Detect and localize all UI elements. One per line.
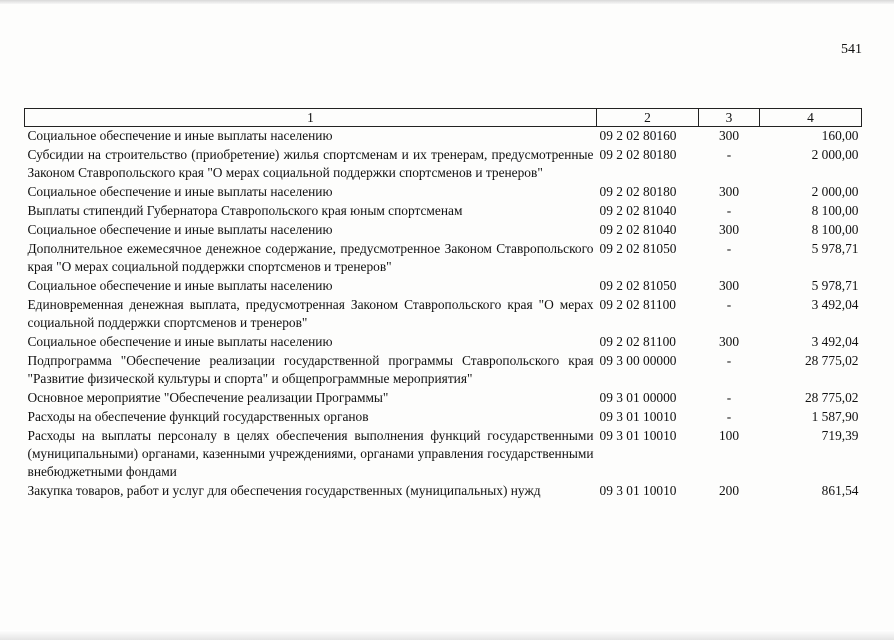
row-name: Дополнительное ежемесячное денежное содержание, предусмотренное Законом Ставропольского края "О мерах социальной поддержки спортсменов и тренеров" bbox=[27, 241, 594, 274]
row-name: Социальное обеспечение и иные выплаты населению bbox=[27, 334, 333, 349]
row-amount: 28 775,02 bbox=[804, 390, 859, 405]
row-name: Субсидии на строительство (приобретение) жилья спортсменам и их тренерам, предусмотренные Законом Ставропольского края "О мерах социальной поддержки спортсменов и тренеров" bbox=[27, 147, 594, 180]
column-header-2: 2 bbox=[597, 109, 699, 127]
row-amount: 2 000,00 bbox=[811, 184, 859, 199]
row-amount: 719,39 bbox=[821, 428, 859, 443]
row-type: - bbox=[726, 390, 732, 405]
row-code: 09 2 02 81100 bbox=[599, 297, 676, 312]
column-header-3: 3 bbox=[699, 109, 760, 127]
row-amount: 8 100,00 bbox=[811, 203, 859, 218]
row-name: Расходы на обеспечение функций государственных органов bbox=[27, 409, 369, 424]
table-row bbox=[25, 352, 862, 389]
row-code: 09 3 01 00000 bbox=[599, 390, 677, 405]
table-row bbox=[25, 296, 862, 333]
scan-edge-top bbox=[0, 0, 894, 4]
row-type: 300 bbox=[718, 128, 740, 143]
table-body bbox=[25, 127, 862, 502]
row-amount: 861,54 bbox=[821, 483, 859, 498]
row-code: 09 3 01 10010 bbox=[599, 428, 677, 443]
row-amount: 5 978,71 bbox=[811, 241, 859, 256]
row-type: 300 bbox=[718, 222, 740, 237]
header-row bbox=[25, 109, 862, 127]
row-type: - bbox=[726, 147, 732, 162]
scan-edge-bottom bbox=[0, 630, 894, 640]
row-amount: 1 587,90 bbox=[811, 409, 859, 424]
row-code: 09 2 02 80160 bbox=[599, 128, 677, 143]
table-row bbox=[25, 389, 862, 408]
table-row bbox=[25, 482, 862, 501]
table-header bbox=[25, 109, 862, 127]
row-name: Подпрограмма "Обеспечение реализации государственной программы Ставропольского края "Развитие физической культуры и спорта" и общепрограммные мероприятия" bbox=[27, 353, 594, 386]
row-code: 09 2 02 80180 bbox=[599, 184, 677, 199]
row-code: 09 3 01 10010 bbox=[599, 409, 677, 424]
row-code: 09 2 02 81050 bbox=[599, 241, 677, 256]
page-number: 541 bbox=[841, 42, 862, 57]
row-type: 100 bbox=[718, 428, 740, 443]
row-type: - bbox=[726, 409, 732, 424]
row-name: Социальное обеспечение и иные выплаты населению bbox=[27, 184, 333, 199]
row-type: 300 bbox=[718, 184, 740, 199]
budget-table bbox=[24, 108, 862, 501]
row-name: Расходы на выплаты персоналу в целях обеспечения выполнения функций государственными (муниципальными) органами, казенными учреждениями, органами управления государственными внебюджетными фондами bbox=[27, 428, 594, 479]
row-name: Социальное обеспечение и иные выплаты населению bbox=[27, 278, 333, 293]
row-amount: 2 000,00 bbox=[811, 147, 859, 162]
row-amount: 3 492,04 bbox=[811, 334, 859, 349]
column-header-1: 1 bbox=[25, 109, 597, 127]
table-row bbox=[25, 427, 862, 482]
table-row bbox=[25, 277, 862, 296]
row-type: 200 bbox=[718, 483, 740, 498]
table-row bbox=[25, 333, 862, 352]
table-row bbox=[25, 146, 862, 183]
row-code: 09 3 01 10010 bbox=[599, 483, 677, 498]
table-row bbox=[25, 240, 862, 277]
row-code: 09 2 02 81050 bbox=[599, 278, 677, 293]
row-amount: 5 978,71 bbox=[811, 278, 859, 293]
row-type: 300 bbox=[718, 278, 740, 293]
row-name: Выплаты стипендий Губернатора Ставропольского края юным спортсменам bbox=[27, 203, 463, 218]
row-type: - bbox=[726, 241, 732, 256]
row-name: Основное мероприятие "Обеспечение реализации Программы" bbox=[27, 390, 389, 405]
table-row bbox=[25, 127, 862, 147]
row-type: - bbox=[726, 297, 732, 312]
table-row bbox=[25, 221, 862, 240]
row-amount: 160,00 bbox=[821, 128, 859, 143]
row-type: 300 bbox=[718, 334, 740, 349]
column-header-4: 4 bbox=[760, 109, 862, 127]
table-row bbox=[25, 183, 862, 202]
row-name: Социальное обеспечение и иные выплаты населению bbox=[27, 222, 333, 237]
row-name: Закупка товаров, работ и услуг для обеспечения государственных (муниципальных) нужд bbox=[27, 483, 541, 498]
row-amount: 8 100,00 bbox=[811, 222, 859, 237]
row-code: 09 2 02 81040 bbox=[599, 203, 677, 218]
row-amount: 28 775,02 bbox=[804, 353, 859, 368]
table-row bbox=[25, 408, 862, 427]
row-amount: 3 492,04 bbox=[811, 297, 859, 312]
row-type: - bbox=[726, 353, 732, 368]
table-row bbox=[25, 202, 862, 221]
row-code: 09 2 02 80180 bbox=[599, 147, 677, 162]
row-code: 09 3 00 00000 bbox=[599, 353, 677, 368]
row-name: Социальное обеспечение и иные выплаты населению bbox=[27, 128, 333, 143]
row-code: 09 2 02 81040 bbox=[599, 222, 677, 237]
row-type: - bbox=[726, 203, 732, 218]
row-code: 09 2 02 81100 bbox=[599, 334, 676, 349]
row-name: Единовременная денежная выплата, предусмотренная Законом Ставропольского края "О мерах социальной поддержки спортсменов и тренеров" bbox=[27, 297, 594, 330]
